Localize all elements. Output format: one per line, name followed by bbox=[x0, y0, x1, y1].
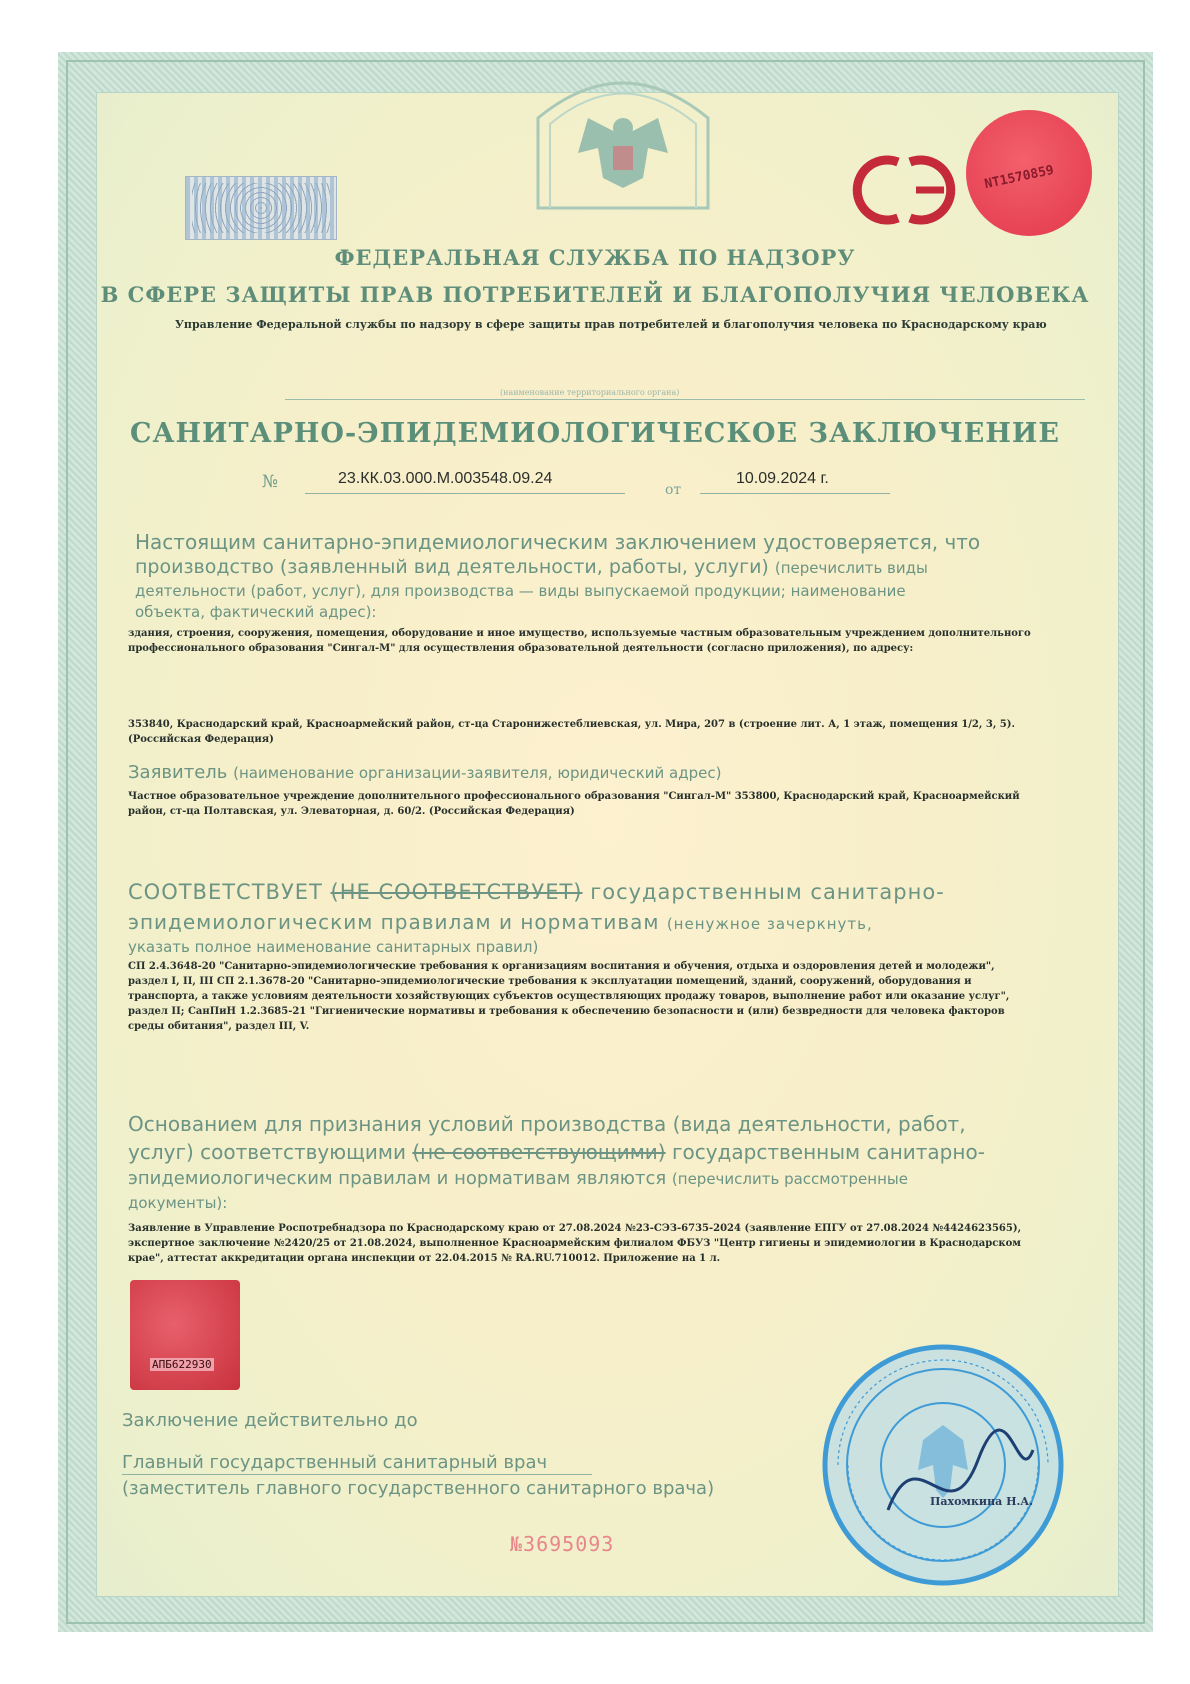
certifies-line-2-hint: (перечислить виды bbox=[774, 559, 928, 577]
rules-text-5: среды обитания", раздел III, V. bbox=[128, 1021, 310, 1032]
signer-name: Пахомкина Н.А. bbox=[930, 1495, 1034, 1508]
state-emblem-icon bbox=[528, 58, 718, 218]
applicant-heading bbox=[128, 762, 721, 784]
se-mark-icon bbox=[850, 150, 960, 230]
applicant-label: Заявитель bbox=[128, 762, 228, 783]
compliance-line-2-hint: (ненужное зачеркнуть, bbox=[666, 915, 873, 933]
agency-line-2: В СФЕРЕ ЗАЩИТЫ ПРАВ ПОТРЕБИТЕЛЕЙ И БЛАГОПОЛУЧИЯ ЧЕЛОВЕКА bbox=[100, 282, 1090, 307]
number-label: № bbox=[262, 472, 279, 492]
from-label: от bbox=[665, 482, 682, 498]
agency-line-1: ФЕДЕРАЛЬНАЯ СЛУЖБА ПО НАДЗОРУ bbox=[334, 245, 856, 270]
compliance-word: СООТВЕТСТВУЕТ bbox=[128, 880, 323, 904]
rules-text-1: СП 2.4.3648-20 "Санитарно-эпидемиологические требования к организациям воспитания и обучения, отдыха и оздоровления детей и молодежи", bbox=[128, 961, 995, 972]
compliance-line-2 bbox=[128, 910, 873, 934]
document-date: 10.09.2024 г. bbox=[736, 470, 829, 487]
department-name: Управление Федеральной службы по надзору в сфере защиты прав потребителей и благополучия человека по Краснодарскому краю bbox=[175, 318, 1047, 331]
certifies-line-3: деятельности (работ, услуг), для производства — виды выпускаемой продукции; наименование bbox=[135, 582, 906, 600]
compliance-struck: (НЕ СООТВЕТСТВУЕТ) bbox=[330, 880, 583, 904]
certifies-line-2 bbox=[135, 556, 928, 579]
chief-underline bbox=[122, 1474, 592, 1475]
basis-struck: (не соответствующими) bbox=[412, 1140, 666, 1164]
valid-until: Заключение действительно до bbox=[122, 1410, 418, 1431]
documents-text-1: Заявление в Управление Роспотребнадзора по Краснодарскому краю от 27.08.2024 №23-СЭЗ-6735-2024 (заявление ЕПГУ от 27.08.2024 №4424623565), bbox=[128, 1223, 1022, 1234]
rules-text-4: раздел II; СанПиН 1.2.3685-21 "Гигиенические нормативы и требования к обеспечению безопасности и (или) безвредности для человека факторов bbox=[128, 1006, 1005, 1017]
official-stamp-icon bbox=[818, 1340, 1068, 1590]
object-text-2: профессионального образования "Сингал-М" для осуществления образовательной деятельности (согласно приложения), по адресу: bbox=[128, 643, 914, 654]
applicant-text-2: район, ст-ца Полтавская, ул. Элеваторная, д. 60/2. (Российская Федерация) bbox=[128, 806, 575, 817]
certifies-line-1: Настоящим санитарно-эпидемиологическим заключением удостоверяется, что bbox=[135, 530, 981, 554]
documents-text-2: экспертное заключение №2420/25 от 21.08.2024, выполненное Красноармейским филиалом ФБУЗ "Центр гигиены и эпидемиологии в Краснодарском bbox=[128, 1238, 1021, 1249]
chief-doctor: Главный государственный санитарный врач bbox=[122, 1452, 548, 1473]
compliance-line-2-text: эпидемиологическим правилам и нормативам bbox=[128, 910, 660, 934]
documents-text-3: крае", аттестат аккредитации органа инспекции от 22.04.2015 № RA.RU.710012. Приложение на 1 л. bbox=[128, 1253, 721, 1264]
rules-text-2: раздел I, II, III СП 2.1.3678-20 "Санитарно-эпидемиологические требования к эксплуатации помещений, зданий, сооружений, оборудования и bbox=[128, 976, 972, 987]
basis-line-2b: государственным санитарно- bbox=[671, 1140, 985, 1164]
date-underline bbox=[700, 493, 890, 494]
number-underline bbox=[305, 493, 625, 494]
hologram-strip bbox=[185, 176, 337, 240]
red-seal bbox=[966, 110, 1092, 236]
document-title: САНИТАРНО-ЭПИДЕМИОЛОГИЧЕСКОЕ ЗАКЛЮЧЕНИЕ bbox=[130, 418, 1060, 449]
deputy-caption: (заместитель главного государственного санитарного врача) bbox=[122, 1478, 715, 1499]
hologram-code: АПБ622930 bbox=[152, 1358, 212, 1371]
document-number: 23.КК.03.000.М.003548.09.24 bbox=[338, 470, 553, 487]
applicant-hint: (наименование организации-заявителя, юридический адрес) bbox=[233, 764, 722, 782]
basis-line-2 bbox=[128, 1140, 985, 1164]
object-text-1: здания, строения, сооружения, помещения, оборудование и иное имущество, используемые частным образовательным учреждением дополнительного bbox=[128, 628, 1031, 639]
serial-number: №3695093 bbox=[510, 1532, 615, 1556]
basis-line-4: документы): bbox=[128, 1194, 228, 1212]
rules-text-3: транспорта, а также условиям деятельности хозяйствующих субъектов осуществляющих продажу товаров, выполнение работ или оказание услуг", bbox=[128, 991, 1010, 1002]
applicant-text-1: Частное образовательное учреждение дополнительного профессионального образования "Сингал-М" 353800, Краснодарский край, Красноармейский bbox=[128, 791, 1020, 802]
basis-line-3-hint: (перечислить рассмотренные bbox=[671, 1170, 908, 1188]
divider bbox=[285, 399, 1085, 400]
red-seal-code: NT1570859 bbox=[983, 162, 1056, 193]
address-line-1: 353840, Краснодарский край, Красноармейский район, ст-ца Старонижестеблиевская, ул. Мира, 207 в (строение лит. А, 1 этаж, помещения 1/2, 3, 5). bbox=[128, 719, 1015, 730]
compliance-rest: государственным санитарно- bbox=[590, 880, 945, 904]
territorial-caption: (наименование территориального органа) bbox=[500, 388, 680, 397]
compliance-line-3: указать полное наименование санитарных правил) bbox=[128, 938, 539, 956]
certifies-line-4: объекта, фактический адрес): bbox=[135, 603, 377, 621]
certifies-line-2-text: производство (заявленный вид деятельности, работы, услуги) bbox=[135, 556, 769, 578]
hologram-sticker bbox=[130, 1280, 240, 1390]
basis-line-3-text: эпидемиологическим правилам и нормативам являются bbox=[128, 1168, 667, 1189]
address-line-2: (Российская Федерация) bbox=[128, 734, 274, 745]
compliance-line-1 bbox=[128, 880, 945, 905]
basis-line-1: Основанием для признания условий производства (вида деятельности, работ, bbox=[128, 1112, 966, 1136]
basis-line-3 bbox=[128, 1168, 908, 1190]
basis-line-2a: услуг) соответствующими bbox=[128, 1140, 407, 1164]
